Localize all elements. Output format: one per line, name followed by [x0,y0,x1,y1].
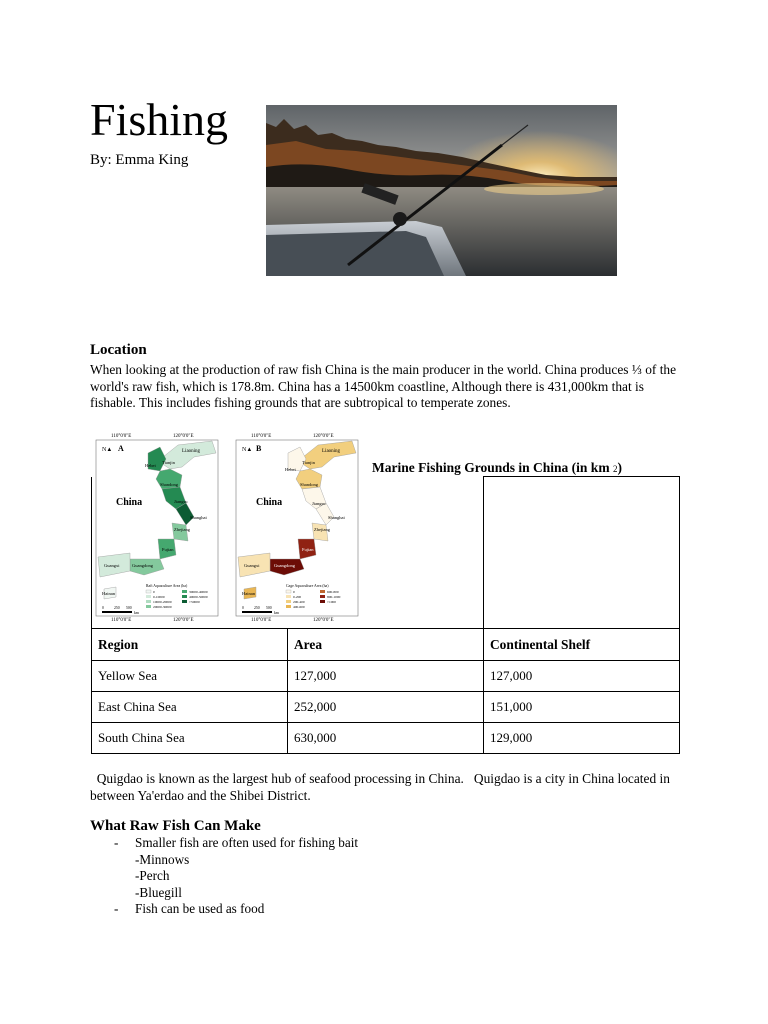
fishing-boat-photo [266,105,617,276]
map-b-scale-unit: km [274,611,279,615]
map-b-top-tick-1: 110°0'0"E [251,434,272,439]
list-item [90,835,690,852]
table-row [92,723,680,754]
map-b-scale-250: 250 [254,606,260,610]
map-a-label-fujian: Fujian [162,547,174,552]
map-b-bottom-tick-2: 120°0'0"E [313,618,334,621]
map-a-scale-500: 500 [126,606,132,610]
map-b-label-shanghai: Shanghai [328,515,345,520]
map-a-label-guangdong: Guangdong [132,563,153,568]
map-b-label-fujian: Fujian [302,547,314,552]
document-title: Fishing [90,94,229,145]
map-a-label-shanghai: Shanghai [190,515,207,520]
map-b-top-tick-2: 120°0'0"E [313,434,334,439]
raw-fish-heading: What Raw Fish Can Make [90,818,261,834]
map-a-bottom-tick-2: 120°0'0"E [173,618,194,621]
map-a-scale-250: 250 [114,606,120,610]
map-b-panel-letter: B [256,444,262,453]
map-b-legend-item: 400-600 [293,605,305,609]
map-a-legend-title: Raft Aquaculture Area (ha) [146,584,188,588]
qingdao-paragraph: Quigdao is known as the largest hub of seafood processing in China. Quigdao is a city in China located in between Ya'erdao and the Shibei District. [90,771,674,803]
raw-fish-list [90,835,690,918]
table-caption-close: ) [617,460,622,475]
table-caption-text: Marine Fishing Grounds in China (in km [372,460,610,475]
map-a-label-guangxi: Guangxi [104,563,120,568]
map-b-country-label: China [256,497,283,508]
fishing-grounds-table [91,476,680,754]
map-b-label-hainan: Hainan [242,591,255,596]
map-b-label-liaoning: Liaoning [322,449,341,454]
map-b-label-shandong: Shandong [300,482,318,487]
map-b-legend-item: 0-200 [293,595,302,599]
list-subitem: -Bluegill [135,884,182,900]
map-a-panel-letter: A [118,444,124,453]
map-a-legend-item: >50000 [189,600,200,604]
map-a-scale-unit: km [134,611,139,615]
map-b-label-tianjin: Tianjin [302,460,315,465]
table-cell-area: 252,000 [288,692,484,723]
map-a-legend-item: 10000-20000 [153,600,172,604]
map-a-label-zhejiang: Zhejiang [174,527,190,532]
map-a-country-label: China [116,497,143,508]
map-a-legend-item: 30000-40000 [189,590,208,594]
north-arrow-icon: N▲ [242,447,253,453]
list-dash: - [114,835,119,850]
table-cell-shelf: 129,000 [484,723,680,754]
map-a-label-hebei: Hebei [145,463,156,468]
map-b-bottom-tick-1: 110°0'0"E [251,618,272,621]
map-b-label-guangdong: Guangdong [274,563,295,568]
map-b-legend-title: Cage Aquaculture Area (ha) [286,584,329,588]
table-spacer-cell [484,477,680,629]
map-b-label-hebei: Hebei [285,467,296,472]
map-b-scale-500: 500 [266,606,272,610]
list-item [90,901,690,918]
map-a-label-hainan: Hainan [102,591,115,596]
table-cell-region: Yellow Sea [92,661,288,692]
table-cell-shelf: 127,000 [484,661,680,692]
table-header-continental-shelf: Continental Shelf [484,629,680,661]
location-paragraph: When looking at the production of raw fish China is the main producer in the world. China produces ⅓ of the world's raw fish, which is 178.8m. China has a 14500km coastline, Although there is 431,000km that is fishable. This includes fishing grounds that are subtropical to temperate zones. [90,362,677,410]
map-a-label-tianjin: Tianjin [162,460,175,465]
map-a-top-tick-1: 110°0'0"E [111,434,132,439]
map-b-label-guangxi: Guangxi [244,563,260,568]
map-a-legend-item: 0-10000 [153,595,165,599]
list-subitem: -Minnows [135,851,190,867]
map-a-label-shandong: Shandong [160,482,178,487]
map-a-legend-item: 20000-30000 [153,605,172,609]
table-row [92,661,680,692]
table-cell-area: 127,000 [288,661,484,692]
list-dash: - [114,901,119,916]
map-b-legend-item: 800-1000 [327,595,341,599]
map-a-scale-0: 0 [102,606,104,610]
north-arrow-icon: N▲ [102,447,113,453]
table-row [92,692,680,723]
table-cell-shelf: 151,000 [484,692,680,723]
table-cell-region: South China Sea [92,723,288,754]
table-cell-region: East China Sea [92,692,288,723]
table-header-region: Region [92,629,288,661]
table-caption [372,460,622,476]
map-a-top-tick-2: 120°0'0"E [173,434,194,439]
map-b-legend-item: >1000 [327,600,336,604]
map-a-legend-item: 0 [153,590,155,594]
map-b-legend-item: 0 [293,590,295,594]
list-item-text: Fish can be used as food [135,901,265,916]
map-a-label-jiangsu: Jiangsu [174,499,188,504]
table-spacer-cell [288,477,484,629]
map-b-label-zhejiang: Zhejiang [314,527,330,532]
map-a-legend-item: 40000-50000 [189,595,208,599]
list-subitem: -Perch [135,868,170,883]
map-a-bottom-tick-1: 110°0'0"E [111,618,132,621]
map-b-legend-item: 600-800 [327,590,339,594]
table-spacer-cell [92,477,288,629]
list-item-text: Smaller fish are often used for fishing bait [135,835,359,850]
location-heading: Location [90,342,147,358]
table-header-area: Area [288,629,484,661]
map-b-label-jiangsu: Jiangsu [312,501,326,506]
map-b-legend-item: 200-400 [293,600,305,604]
map-b-scale-0: 0 [242,606,244,610]
map-a-label-liaoning: Liaoning [182,449,201,454]
table-cell-area: 630,000 [288,723,484,754]
author-byline: By: Emma King [90,152,189,168]
table-caption-superscript: 2 [612,464,618,474]
